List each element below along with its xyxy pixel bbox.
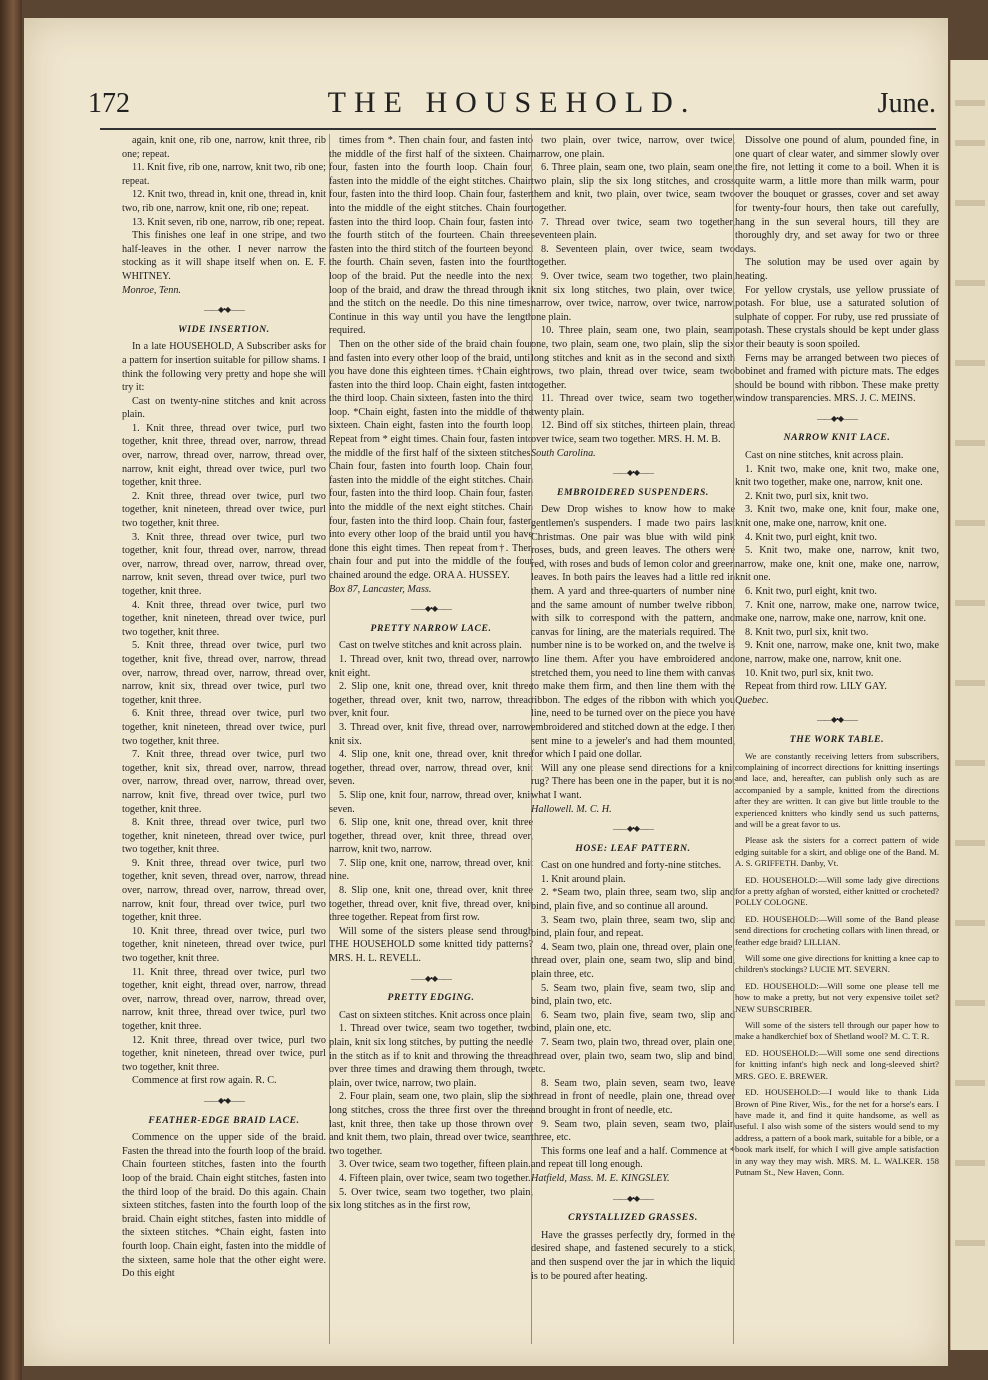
article-paragraph: Have the grasses perfectly dry, formed in the desired shape, and fastened securely to a stick, and then suspend over the jar in which the liquid is to be poured after heating.: [531, 1229, 735, 1282]
page-number: 172: [88, 88, 130, 119]
article-paragraph: 7. Slip one, knit one, narrow, thread over, knit nine.: [329, 857, 533, 883]
article-paragraph: 9. Knit three, thread over twice, purl two together, knit seven, thread over, narrow, thread over, narrow, thread over, narrow, thread over, narrow, knit four, thread over twice, purl two together, knit three.: [122, 857, 326, 924]
article-paragraph: Commence at first row again. R. C.: [132, 1075, 277, 1087]
article-paragraph: times from *. Then chain four, and fasten into the middle of the first half of the sixteen. Chain four, fasten into the fourth loop. Chain four, fasten into the middle of the eight stitches. Chain four, fasten into the third loop. Chain four, fasten into the middle of the eight stitches. Chain four, fasten into the third loop. Chain four, fasten into the fourth stitch of the fourteen. Chain three, fasten into the third stitch of the fourteen beyond the fourth. Chain seven, fasten into the fourth loop of the braid. Put the needle into the next loop of the braid, and draw the thread through it and the stitch on the needle. Do this nine times. Continue in this way until you have the length required.: [329, 135, 533, 337]
column-divider: [733, 134, 734, 1344]
article-paragraph: Then on the other side of the braid chain four and fasten into every other loop of the braid, until you have done this eighteen times. †Chain eight, fasten into the third loop. Chain eight, fasten into the third loop. Chain sixteen, fasten into the third loop. *Chain eight, fasten into the middle of the sixteen. Chain eight, fasten into the fourth loop. Repeat from * eight times. Chain four, fasten into the middle of the first half of the sixteen stitches. Chain four, fasten into fourth loop. Chain four, fasten into the middle of the eight stitches. Chain four, fasten into the third loop. Chain four, fasten into the middle of the next eight stitches. Chain four, fasten into the third loop. Chain four, fasten into every other loop of the braid until you have done this eight times. Then repeat from†. Then chain four and put into the middle of the four chained around the edge. ORA A. HUSSEY.: [329, 338, 533, 581]
article-paragraph: 11. Knit three, thread over twice, purl two together, knit eight, thread over, narrow, thread over, narrow, thread over, narrow, thread over, narrow, knit three, thread over twice, purl two together, knit three.: [122, 966, 326, 1032]
article-paragraph: 3. Knit three, thread over twice, purl two together, knit four, thread over, narrow, thread over, narrow, thread over, narrow, thread over, narrow, knit seven, thread over twice, purl two together, knit three.: [122, 531, 326, 597]
article-paragraph: This finishes one leaf in one stripe, and two half-leaves in the other. I never narrow the stocking as it will shape itself when on. E. F. WHITNEY.: [122, 230, 326, 282]
article-paragraph: 13. Knit seven, rib one, narrow, rib one; repeat.: [132, 216, 325, 228]
section-divider-ornament: ——◆•◆——: [816, 413, 858, 423]
work-table-letter: ED. HOUSEHOLD:—Will some lady give directions for a pretty afghan of worsted, either knitted or crocheted? POLLY COLOGNE.: [735, 874, 939, 908]
article-paragraph: 4. Fifteen plain, over twice, seam two together.: [339, 1172, 531, 1184]
section-heading: THE WORK TABLE.: [789, 733, 885, 745]
work-table-letter: ED. HOUSEHOLD:—Will some one please tell me how to make a pretty, but not very expensive toilet set? NEW SUBSCRIBER.: [735, 980, 939, 1014]
article-paragraph: Repeat from third row. LILY GAY.: [745, 681, 887, 693]
work-table-letter: Please ask the sisters for a correct pattern of wide edging suitable for a skirt, and oblige one of the Band. M. A. S. GRIFFETH. Danby, Vt.: [735, 835, 939, 869]
article-paragraph: 2. Slip one, knit one, thread over, knit three together, thread over, knit two, narrow, thread over, knit four.: [329, 681, 533, 720]
article-paragraph: 8. Knit two, purl six, knit two.: [745, 626, 869, 638]
article-paragraph: 5. Seam two, plain five, seam two, slip and bind, plain two, etc.: [531, 982, 735, 1008]
article-paragraph: 1. Knit two, make one, knit two, make one, knit two together, make one, narrow, knit one.: [735, 463, 939, 489]
section-divider-ornament: ——◆•◆——: [612, 468, 654, 478]
work-table-letter: ED. HOUSEHOLD:—I would like to thank Lida Brown of Pine River, Wis., for the net for a horse's ears. I have made it, and find it quite handsome, as well as useful. I also wish some of the sisters would send to my address, a pattern of a book mark, suitable for a bible, or a book mark itself, for which I will give ample satisfaction in any way they may wish. MRS. M. L. WALKER. 158 Putnam St., New Haven, Conn.: [735, 1087, 939, 1177]
article-paragraph: 5. Knit three, thread over twice, purl two together, knit five, thread over, narrow, thread over, narrow, thread over, narrow, thread over, narrow, knit six, thread over twice, purl two together, knit three.: [122, 640, 326, 706]
section-heading: WIDE INSERTION.: [178, 323, 270, 335]
article-paragraph: 8. Seventeen plain, over twice, seam two together.: [531, 243, 735, 269]
article-paragraph: 6. Knit three, thread over twice, purl two together, knit nineteen, thread over twice, purl two together, knit three.: [122, 708, 326, 747]
article-paragraph: 8. Knit three, thread over twice, purl two together, knit nineteen, thread over twice, purl two together, knit three.: [122, 817, 326, 856]
section-heading: NARROW KNIT LACE.: [783, 432, 891, 444]
article-paragraph: 3. Over twice, seam two together, fifteen plain.: [339, 1159, 531, 1171]
section-divider-ornament: ——◆•◆——: [612, 1193, 654, 1203]
article-paragraph: 2. *Seam two, plain three, seam two, slip and bind, plain five, and so continue all around.: [531, 887, 735, 913]
issue-month: June.: [877, 88, 936, 119]
article-paragraph: 4. Knit three, thread over twice, purl two together, knit nineteen, thread over twice, purl two together, knit three.: [122, 599, 326, 638]
article-paragraph: 11. Knit five, rib one, narrow, knit two, rib one; repeat.: [122, 162, 326, 187]
article-paragraph: 5. Slip one, knit four, narrow, thread over, knit seven.: [329, 789, 533, 815]
article-paragraph: 2. Knit two, purl six, knit two.: [745, 490, 869, 502]
article-paragraph: 2. Four plain, seam one, two plain, slip the six long stitches, cross the three first over the three last, knit three, then take up those thrown over and knit them, two plain, thread over twice, seam two together.: [329, 1091, 533, 1157]
article-paragraph: 6. Seam two, plain five, seam two, slip and bind, plain one, etc.: [531, 1009, 735, 1035]
article-paragraph: 4. Knit two, purl eight, knit two.: [745, 531, 877, 543]
article-paragraph: 6. Three plain, seam one, two plain, seam one, two plain, slip the six long stitches, and cross them and knit, two plain, over twice, seam two together.: [531, 162, 735, 214]
article-paragraph: Cast on twenty-nine stitches and knit across plain.: [122, 395, 326, 421]
section-heading: FEATHER-EDGE BRAID LACE.: [148, 1114, 300, 1126]
article-paragraph: Ferns may be arranged between two pieces of bobinet and framed with picture mats. The edges should be bound with ribbon. These make pretty window transparencies. MRS. J. C. MEINS.: [735, 352, 939, 405]
page-header: [88, 80, 936, 130]
article-paragraph: Will any one please send directions for a knit rug? There has been one in the paper, but it is not what I want.: [531, 762, 735, 801]
article-paragraph: 10. Three plain, seam one, two plain, seam one, two plain, seam one, two plain, slip the six long stitches and knit as in the second and sixth rows, two plain, thread over twice, seam two together.: [531, 325, 735, 391]
author-location: Monroe, Tenn.: [122, 284, 181, 296]
article-paragraph: Dew Drop wishes to know how to make gentlemen's suspenders. I made two pairs last Christmas. One pair was blue with wild pink roses, buds, and green leaves. The others were red, with roses and buds of lemon color and green leaves. In both pairs the leaves had a little red in them. A yard and three-quarters of number nine and the same amount of number twelve ribbon, with silk to correspond with the pattern, and canvas for lining, are the materials required. The number nine is to be worked on, and the twelve is to line them. After you have embroidered and stretched them, you need to line them with canvas to make them firm, and then line them with the ribbon. The edges of the ribbon with which you line, need to be turned over on the piece you have embroidered and stitched down at the edge. I then sent mine to a jeweler's and had them mounted, for which I paid one dollar.: [531, 504, 735, 761]
author-location: Hallowell. M. C. H.: [531, 803, 612, 815]
article-paragraph: 12. Knit two, thread in, knit one, thread in, knit two, rib one, narrow, knit one, rib one; repeat.: [122, 189, 326, 214]
article-paragraph: 4. Slip one, knit one, thread over, knit three together, thread over, narrow, thread over, knit seven.: [329, 749, 533, 788]
article-paragraph: 1. Knit three, thread over twice, purl two together, knit three, thread over, narrow, thread over, narrow, thread over, narrow, thread over, narrow, knit eight, thread over twice, purl two together, knit three.: [122, 422, 326, 489]
column-3: [531, 134, 735, 1348]
article-paragraph: 1. Thread over twice, seam two together, two plain, knit six long stitches, by putting the needle in the stitch as if to knit and throwing the thread over three times and drawing them through, two plain, over twice, narrow, two plain.: [329, 1023, 533, 1089]
article-paragraph: 2. Knit three, thread over twice, purl two together, knit nineteen, thread over twice, purl two together, knit three.: [122, 490, 326, 530]
article-paragraph: 7. Knit one, narrow, make one, narrow twice, make one, narrow, make one, narrow, knit one.: [735, 599, 939, 625]
section-heading: CRYSTALLIZED GRASSES.: [568, 1212, 698, 1224]
section-divider-ornament: ——◆•◆——: [410, 973, 452, 983]
author-location: Box 87, Lancaster, Mass.: [329, 583, 432, 595]
article-paragraph: 8. Slip one, knit one, thread over, knit three together, thread over, knit five, thread over, knit three together. Repeat from first row.: [329, 885, 533, 924]
section-divider-ornament: ——◆•◆——: [612, 824, 654, 834]
work-table-letter: ED. HOUSEHOLD:—Will some of the Band please send directions for crocheting collars with linen thread, or feather edge braid? LILLIAN.: [735, 913, 939, 947]
article-paragraph: 1. Thread over, knit two, thread over, narrow, knit eight.: [329, 653, 533, 679]
article-paragraph: 3. Seam two, plain three, seam two, slip and bind, plain four, and repeat.: [531, 914, 735, 940]
article-paragraph: 5. Over twice, seam two together, two plain, six long stitches as in the first row,: [329, 1186, 533, 1212]
section-heading: HOSE: LEAF PATTERN.: [575, 842, 691, 854]
article-paragraph: 12. Bind off six stitches, thirteen plain, thread over twice, seam two together. MRS. H. M. B.: [531, 420, 735, 446]
article-paragraph: 9. Seam two, plain seven, seam two, plain three, etc.: [531, 1118, 735, 1144]
author-location: Quebec.: [735, 694, 769, 706]
article-paragraph: 7. Seam two, plain two, thread over, plain one, thread over, plain two, seam two, slip and bind, etc.: [531, 1037, 735, 1076]
article-paragraph: 1. Knit around plain.: [541, 873, 626, 885]
article-paragraph: Cast on nine stitches, knit across plain.: [745, 450, 904, 462]
article-paragraph: 9. Knit one, narrow, make one, knit two, make one, narrow, make one, narrow, knit one.: [735, 640, 939, 665]
article-paragraph: 12. Knit three, thread over twice, purl two together, knit nineteen, thread over twice, purl two together, knit three.: [122, 1034, 326, 1073]
section-divider-ornament: ——◆•◆——: [203, 305, 245, 315]
work-table-letter: Will some of the sisters tell through our paper how to make a handkerchief box of Shetland wool? M. C. T. R.: [735, 1020, 939, 1042]
article-paragraph: again, knit one, rib one, narrow, knit three, rib one; repeat.: [122, 135, 326, 160]
adjacent-page-edge: [950, 60, 988, 1350]
article-paragraph: 11. Thread over twice, seam two together, twenty plain.: [531, 393, 735, 418]
article-paragraph: 6. Slip one, knit one, thread over, knit three together, thread over, knit three, thread over, narrow, knit two, narrow.: [329, 817, 533, 856]
article-paragraph: 5. Knit two, make one, narrow, knit two, narrow, make one, knit one, make one, narrow, knit one.: [735, 545, 939, 584]
article-paragraph: 3. Thread over, knit five, thread over, narrow, knit six.: [329, 721, 533, 747]
section-divider-ornament: ——◆•◆——: [410, 604, 452, 614]
article-paragraph: For yellow crystals, use yellow prussiate of potash. For blue, use a saturated solution of sulphate of copper. For ruby, use red prussiate of potash. These crystals should be kept under glass or their beauty is soon spoiled.: [735, 284, 939, 350]
section-heading: EMBROIDERED SUSPENDERS.: [557, 486, 709, 498]
section-heading: PRETTY NARROW LACE.: [370, 622, 492, 634]
author-location: Hatfield, Mass. M. E. KINGSLEY.: [531, 1172, 670, 1184]
header-rule: [100, 128, 936, 130]
article-paragraph: 7. Thread over twice, seam two together, seventeen plain.: [531, 216, 735, 242]
article-paragraph: Cast on sixteen stitches. Knit across once plain.: [339, 1009, 533, 1021]
article-paragraph: In a late HOUSEHOLD, A Subscriber asks for a pattern for insertion suitable for pillow shams. I think the following very pretty and hope she will try it:: [122, 341, 326, 394]
masthead-title: THE HOUSEHOLD.: [327, 86, 697, 119]
column-2: [329, 134, 533, 1348]
article-paragraph: Dissolve one pound of alum, pounded fine, in one quart of clear water, and simmer slowly over the fire, not letting it come to a boil. When it is quite warm, a little more than milk warm, pour over the bouquet or grasses, cover and set away for twenty-four hours, then take out carefully, hang in the sun several hours, till they are thoroughly dry, and set away for two or three days.: [735, 135, 939, 255]
article-paragraph: 9. Over twice, seam two together, two plain, knit six long stitches, two plain, over twice, narrow, over twice, narrow, over twice, narrow, one plain.: [531, 270, 735, 323]
article-paragraph: Cast on one hundred and forty-nine stitches.: [541, 860, 722, 872]
section-divider-ornament: ——◆•◆——: [203, 1095, 245, 1105]
article-paragraph: 7. Knit three, thread over twice, purl two together, knit six, thread over, narrow, thread over, narrow, thread over, narrow, thread over, narrow, knit five, thread over twice, purl two together, knit three.: [122, 749, 326, 815]
work-table-letter: ED. HOUSEHOLD:—Will some one send directions for knitting infant's high neck and long-sleeved shirt? MRS. GEO. E. BREWER.: [735, 1047, 939, 1081]
work-table-letter: We are constantly receiving letters from subscribers, complaining of incorrect directions for knitting insertings and lace, and, hereafter, can publish only such as are accompanied by a sample, knitted from the directions after they are written. It can give but little trouble to the experienced knitters who kindly send us such patterns, and will be a great favor to us.: [735, 750, 939, 829]
article-paragraph: This forms one leaf and a half. Commence at * and repeat till long enough.: [531, 1145, 735, 1171]
article-paragraph: 10. Knit two, purl six, knit two.: [745, 667, 874, 679]
section-heading: PRETTY EDGING.: [387, 992, 475, 1004]
article-paragraph: 6. Knit two, purl eight, knit two.: [745, 586, 877, 597]
column-4: [735, 134, 939, 1348]
work-table-letter: Will some one give directions for knitting a knee cap to children's stockings? LUCIE MT. SEVERN.: [735, 953, 939, 975]
article-paragraph: Cast on twelve stitches and knit across plain.: [339, 640, 522, 652]
column-1: [122, 134, 326, 1348]
author-location: South Carolina.: [531, 447, 596, 459]
article-paragraph: Will some of the sisters please send through THE HOUSEHOLD some knitted tidy patterns? MRS. H. L. REVELL.: [329, 925, 533, 965]
book-binding: [0, 0, 22, 1380]
article-paragraph: 10. Knit three, thread over twice, purl two together, knit nineteen, thread over twice, purl two together, knit three.: [122, 925, 326, 965]
article-paragraph: two plain, over twice, narrow, over twice, narrow, one plain.: [531, 135, 735, 160]
article-paragraph: 8. Seam two, plain seven, seam two, leave thread in front of needle, plain one, thread over and brought in front of needle, etc.: [531, 1077, 735, 1116]
article-paragraph: The solution may be used over again by heating.: [735, 257, 939, 282]
article-paragraph: 3. Knit two, make one, knit four, make one, knit one, make one, narrow, knit one.: [735, 504, 939, 530]
section-divider-ornament: ——◆•◆——: [816, 715, 858, 725]
article-paragraph: Commence on the upper side of the braid. Fasten the thread into the fourth loop of the braid. Chain fourteen stitches, fasten into the fourth loop of the braid. Chain eight stitches, fasten into the third loop of the braid. Do this again. Chain sixteen stitches, fasten into the fourth loop of the braid. Chain eight stitches, fasten into middle of the sixteen stitches. *Chain eight, fasten into fourth loop. Chain eight, fasten into the middle of the sixteen, same hole that the other eight were. Do this eight: [122, 1132, 326, 1280]
article-paragraph: 4. Seam two, plain one, thread over, plain one, thread over, plain one, seam two, slip and bind, plain three, etc.: [531, 941, 735, 981]
